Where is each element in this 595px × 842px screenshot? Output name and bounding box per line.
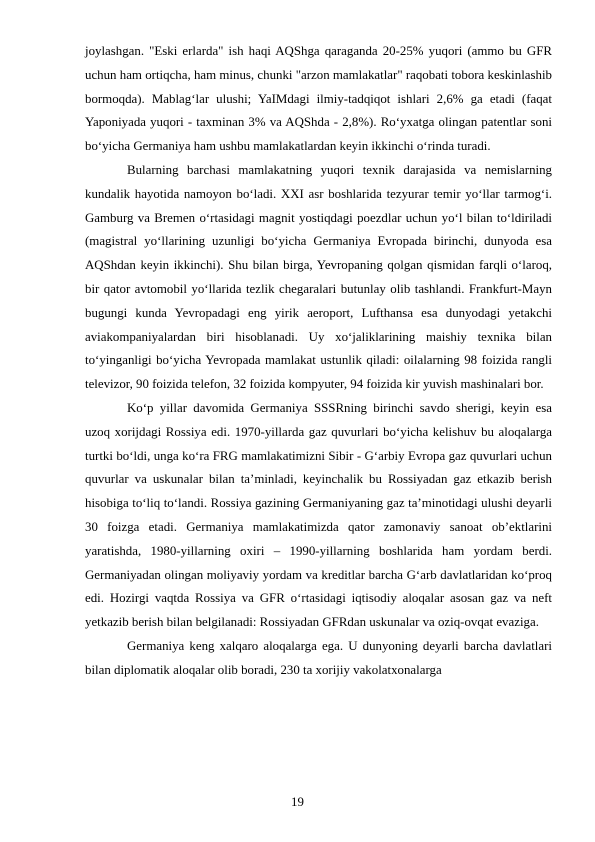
document-page (85, 40, 552, 683)
paragraph-2: Bularning barchasi mamlakatning yuqori texnik darajasida va nemislarning kundalik hayotida namoyon bo‘ladi. XXI asr boshlarida tezyurar temir yo‘llar tarmog‘i. Gamburg va Bremen o‘rtasidagi magnit yostiqdagi poezdlar uchun yo‘l bilan to‘ldiriladi (magistral yo‘llarining uzunligi bo‘yicha Germaniya Evropada birinchi, dunyoda esa AQShdan keyin ikkinchi). Shu bilan birga, Yevropaning qolgan qismidan farqli o‘laroq, bir qator avtomobil yo‘llarida tezlik chegaralari butunlay olib tashlandi. Frankfurt-Mayn bugungi kunda Yevropadagi eng yirik aeroport, Lufthansa esa dunyodagi yetakchi aviakompaniyalardan biri hisoblanadi. Uy xo‘jaliklarining maishiy texnika bilan to‘yinganligi bo‘yicha Yevropada mamlakat ustunlik qiladi: oilalarning 98 foizida rangli televizor, 90 foizida telefon, 32 foizida kompyuter, 94 foizida kir yuvish mashinalari bor. (85, 162, 552, 392)
paragraph-4: Germaniya keng xalqaro aloqalarga ega. U dunyoning deyarli barcha davlatlari bilan diplomatik aloqalar olib boradi, 230 ta xorijiy vakolatxonalarga (85, 638, 552, 677)
paragraph-3: Ko‘p yillar davomida Germaniya SSSRning birinchi savdo sherigi, keyin esa uzoq xorijdagi Rossiya edi. 1970-yillarda gaz quvurlari bo‘yicha kelishuv bu aloqalarga turtki bo‘ldi, unga ko‘ra FRG mamlakatimizni Sibir - G‘arbiy Evropa gaz quvurlari uchun quvurlar va uskunalar bilan ta’minladi, keyinchalik bu Rossiyadan gaz etkazib berish hisobiga to‘liq to‘landi. Rossiya gazining Germaniyaning gaz ta’minotidagi ulushi deyarli 30 foizga etadi. Germaniya mamlakatimizda qator zamonaviy sanoat ob’ektlarini yaratishda, 1980-yillarning oxiri – 1990-yillarning boshlarida ham yordam berdi. Germaniyadan olingan moliyaviy yordam va kreditlar barcha G‘arb davlatlaridan ko‘proq edi. Hozirgi vaqtda Rossiya va GFR o‘rtasidagi iqtisodiy aloqalar asosan gaz va neft yetkazib berish bilan belgilanadi: Rossiyadan GFRdan uskunalar va oziq-ovqat evaziga. (85, 400, 552, 630)
page-number: 19 (291, 795, 304, 809)
paragraph-1: joylashgan. "Eski erlarda" ish haqi AQShga qaraganda 20-25% yuqori (ammo bu GFR uchun ham ortiqcha, ham minus, chunki "arzon mamlakatlar" raqobati tobora keskinlashib bormoqda). Mablag‘lar ulushi; YaIMdagi ilmiy-tadqiqot ishlari 2,6% ga etadi (faqat Yaponiyada yuqori - taxminan 3% va AQShda - 2,8%). Ro‘yxatga olingan patentlar soni bo‘yicha Germaniya ham ushbu mamlakatlardan keyin ikkinchi o‘rinda turadi. (85, 44, 552, 154)
